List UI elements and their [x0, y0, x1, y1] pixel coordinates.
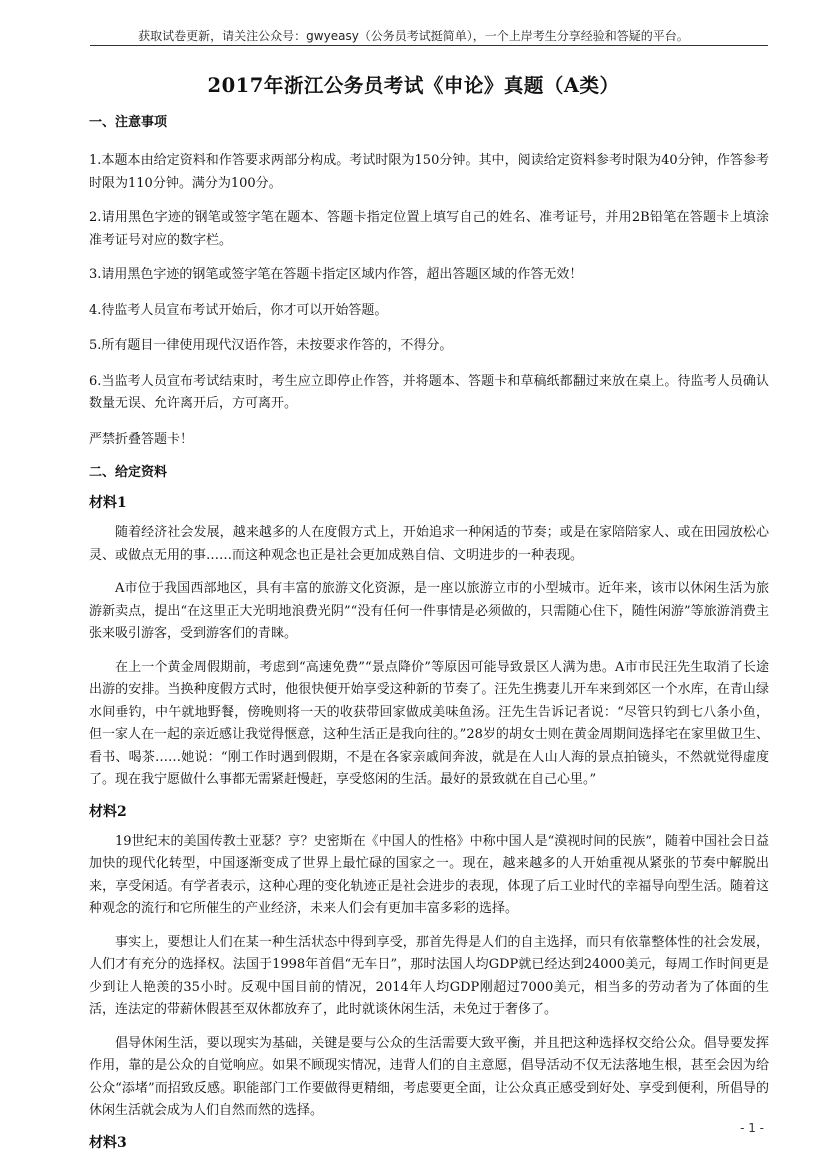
section-heading-materials: 二、给定资料 [89, 465, 168, 480]
note-item-4: 4.待监考人员宣布考试开始后，你才可以开始答题。 [89, 302, 388, 318]
material-1-paragraph: 在上一个黄金周假期前，考虑到“高速免费”“景点降价”等原因可能导致景区人满为患。A市市民汪先生取消了长途出游的安排。当换种度假方式时，他很快便开始享受这种新的节奏了。汪先生携妻儿开车来到郊区一个水库，在青山绿水间垂钓，中午就地野餐，傍晚则将一天的收获带回家做成美味鱼汤。汪先生告诉记者说：“尽管只钓到七八条小鱼，但一家人在一起的亲近感让我觉得惬意，这种生活正是我向往的。”28岁的胡女士则在黄金周期间选择宅在家里做卫生、看书、喝茶……她说：“刚工作时遇到假期，不是在各家亲戚间奔波，就是在人山人海的景点拍镜头，不然就觉得虚度了。现在我宁愿做什么事都无需紧赶慢赶，享受悠闲的生活。最好的景致就在自己心里。” [89, 659, 769, 787]
material-1-paragraph: 随着经济社会发展，越来越多的人在度假方式上，开始追求一种闲适的节奏；或是在家陪陪家人、或在田园放松心灵、或做点无用的事……而这种观念也正是社会更加成熟自信、文明进步的一种表现。 [89, 525, 769, 563]
section-heading-notes: 一、注意事项 [89, 115, 168, 130]
material-3-label: 材料3 [89, 1134, 127, 1151]
material-1-paragraph: A市位于我国西部地区，具有丰富的旅游文化资源，是一座以旅游立市的小型城市。近年来，该市以休闲生活为旅游新卖点，提出“在这里正大光明地浪费光阴”“没有任何一件事情是必须做的，只需随心住下，随性闲游”等旅游消费主张来吸引游客，受到游客们的青睐。 [89, 581, 769, 641]
note-item-6: 6.当监考人员宣布考试结束时，考生应立即停止作答，并将题本、答题卡和草稿纸都翻过来放在桌上。待监考人员确认数量无误、允许离开后，方可离开。 [89, 373, 769, 411]
material-2-paragraph: 19世纪末的美国传教士亚瑟？亨？史密斯在《中国人的性格》中称中国人是“漠视时间的民族”，随着中国社会日益加快的现代化转型，中国逐渐变成了世界上最忙碌的国家之一。现在，越来越多的人开始重视从紧张的节奏中解脱出来，享受闲适。有学者表示，这种心理的变化轨迹正是社会进步的表现，体现了后工业时代的幸福导向型生活。随着这种观念的流行和它所催生的产业经济，未来人们会有更加丰富多彩的选择。 [89, 833, 769, 916]
note-item-5: 5.所有题目一律使用现代汉语作答，未按要求作答的，不得分。 [89, 338, 453, 353]
note-warning: 严禁折叠答题卡！ [89, 431, 194, 447]
note-item-1: 1.本题本由给定资料和作答要求两部分构成。考试时限为150分钟。其中，阅读给定资料参考时限为40分钟，作答参考时限为110分钟。满分为100分。 [89, 153, 769, 191]
page-title: 2017年浙江公务员考试《申论》真题（A类） [207, 74, 620, 97]
document-body [89, 114, 769, 1162]
material-1-label: 材料1 [89, 495, 127, 511]
note-item-3: 3.请用黑色字迹的钢笔或签字笔在答题卡指定区域内作答，超出答题区域的作答无效！ [89, 267, 583, 282]
page-number: - 1 - [740, 1121, 764, 1135]
material-2-label: 材料2 [89, 803, 127, 820]
header-notice: 获取试卷更新，请关注公众号：gwyeasy（公务员考试挺简单），一个上岸考生分享经验和答疑的平台。 [138, 29, 689, 43]
header-divider [90, 45, 768, 46]
material-2-paragraph: 事实上，要想让人们在某一种生活状态中得到享受，那首先得是人们的自主选择，而只有依靠整体性的社会发展，人们才有充分的选择权。法国于1998年首倡“无车日”，那时法国人均GDP就已经达到24000美元，每周工作时间更是少到让人艳羡的35小时。反观中国目前的情况，2014年人均GDP刚超过7000美元，相当多的劳动者为了体面的生活，连法定的带薪休假甚至双休都放弃了，此时就谈休闲生活，未免过于奢侈了。 [89, 934, 769, 1017]
note-item-2: 2.请用黑色字迹的钢笔或签字笔在题本、答题卡指定位置上填写自己的姓名、准考证号，并用2B铅笔在答题卡上填涂准考证号对应的数字栏。 [89, 210, 769, 248]
material-2-paragraph: 倡导休闲生活，要以现实为基础，关键是要与公众的生活需要大致平衡，并且把这种选择权交给公众。倡导要发挥作用，靠的是公众的自觉响应。如果不顾现实情况，违背人们的自主意愿，倡导活动不仅无法落地生根，甚至会因为给公众“添堵”而招致反感。职能部门工作要做得更精细，考虑要更全面，让公众真正感受到好处、享受到便利，所倡导的休闲生活就会成为人们自然而然的选择。 [89, 1035, 769, 1118]
